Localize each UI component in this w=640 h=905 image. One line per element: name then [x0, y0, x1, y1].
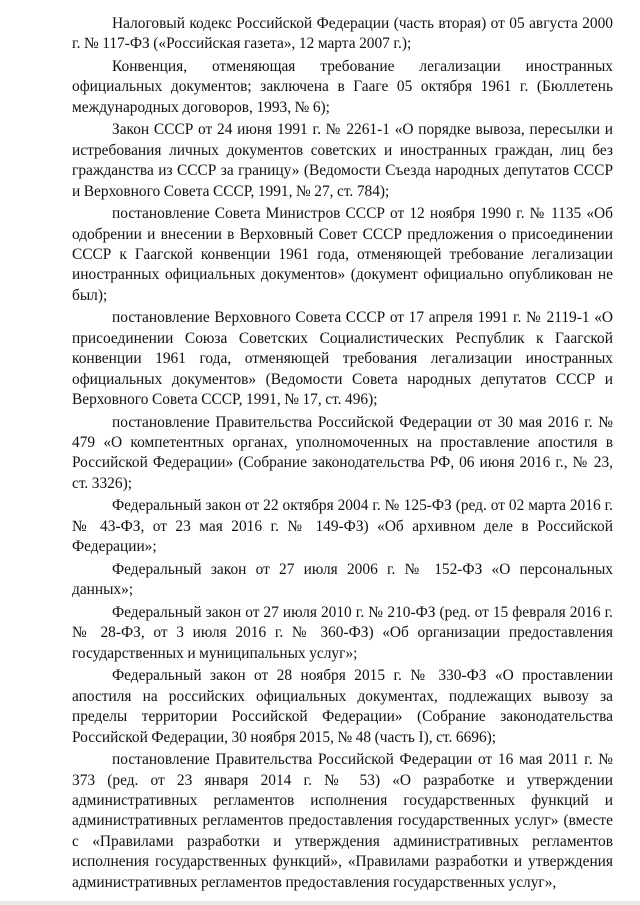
paragraph-ussr-law-2261-1: Закон СССР от 24 июня 1991 г. № 2261-1 «О порядке вывоза, пересылки и истребования личных документов советских и иностранных граждан, лиц без гражданства из СССР за границу» (Ведомости Съезда народных депутатов СССР и Верховного Совета СССР, 1991, № 27, ст. 784); — [72, 121, 613, 200]
document-page — [72, 14, 613, 895]
paragraph-council-of-ministers-1135: постановление Совета Министров СССР от 12 ноября 1990 г. № 1135 «Об одобрении и внесении в Верховный Совет СССР предложения о присоединении СССР к Гаагской конвенции 1961 года, отменяющей требование легализации иностранных официальных документов» (документ официально опубликован не был); — [72, 205, 613, 304]
scan-bottom-edge — [0, 901, 640, 905]
paragraph-federal-law-210-fz: Федеральный закон от 27 июля 2010 г. № 210-ФЗ (ред. от 15 февраля 2016 г. № 28-ФЗ, от 3 июля 2016 г. № 360-ФЗ) «Об организации предоставления государственных и муниципальных услуг»; — [72, 603, 613, 662]
paragraph-hague-convention: Конвенция, отменяющая требование легализации иностранных официальных документов; заключена в Гааге 05 октября 1961 г. (Бюллетень международных договоров, 1993, № 6); — [72, 58, 613, 116]
paragraph-government-resolution-373: постановление Правительства Российской Федерации от 16 мая 2011 г. № 373 (ред. от 23 января 2014 г. № 53) «О разработке и утверждении административных регламентов исполнения государственных функций и административных регламентов предоставления государственных услуг» (вместе с «Правилами разработки и утверждения административных регламентов исполнения государственных функций», «Правилами разработки и утверждения административных регламентов предоставления государственных услуг», — [72, 751, 613, 891]
paragraph-federal-law-125-fz: Федеральный закон от 22 октября 2004 г. № 125-ФЗ (ред. от 02 марта 2016 г. № 43-ФЗ, от 23 мая 2016 г. № 149-ФЗ) «Об архивном деле в Российской Федерации»; — [72, 497, 613, 556]
paragraph-government-resolution-479: постановление Правительства Российской Федерации от 30 мая 2016 г. № 479 «О компетентных органах, уполномоченных на проставление апостиля в Российской Федерации» (Собрание законодательства РФ, 06 июня 2016 г., № 23, ст. 3326); — [72, 413, 613, 492]
paragraph-federal-law-152-fz: Федеральный закон от 27 июля 2006 г. № 152-ФЗ «О персональных данных»; — [72, 560, 613, 599]
paragraph-tax-code: Налоговый кодекс Российской Федерации (часть вторая) от 05 августа 2000 г. № 117-ФЗ («Российская газета», 12 марта 2007 г.); — [72, 15, 613, 53]
paragraph-supreme-soviet-2119-1: постановление Верховного Совета СССР от 17 апреля 1991 г. № 2119-1 «О присоединении Союза Советских Социалистических Республик к Гаагской конвенции 1961 года, отменяющей требования легализации иностранных официальных документов» (Ведомости Совета народных депутатов СССР и Верховного Совета СССР, 1991, № 17, ст. 496); — [72, 309, 613, 409]
paragraph-federal-law-330-fz: Федеральный закон от 28 ноября 2015 г. № 330-ФЗ «О проставлении апостиля на российских официальных документах, подлежащих вывозу за пределы территории Российской Федерации» (Собрание законодательства Российской Федерации, 30 ноября 2015, № 48 (часть I), ст. 6696); — [72, 667, 613, 746]
